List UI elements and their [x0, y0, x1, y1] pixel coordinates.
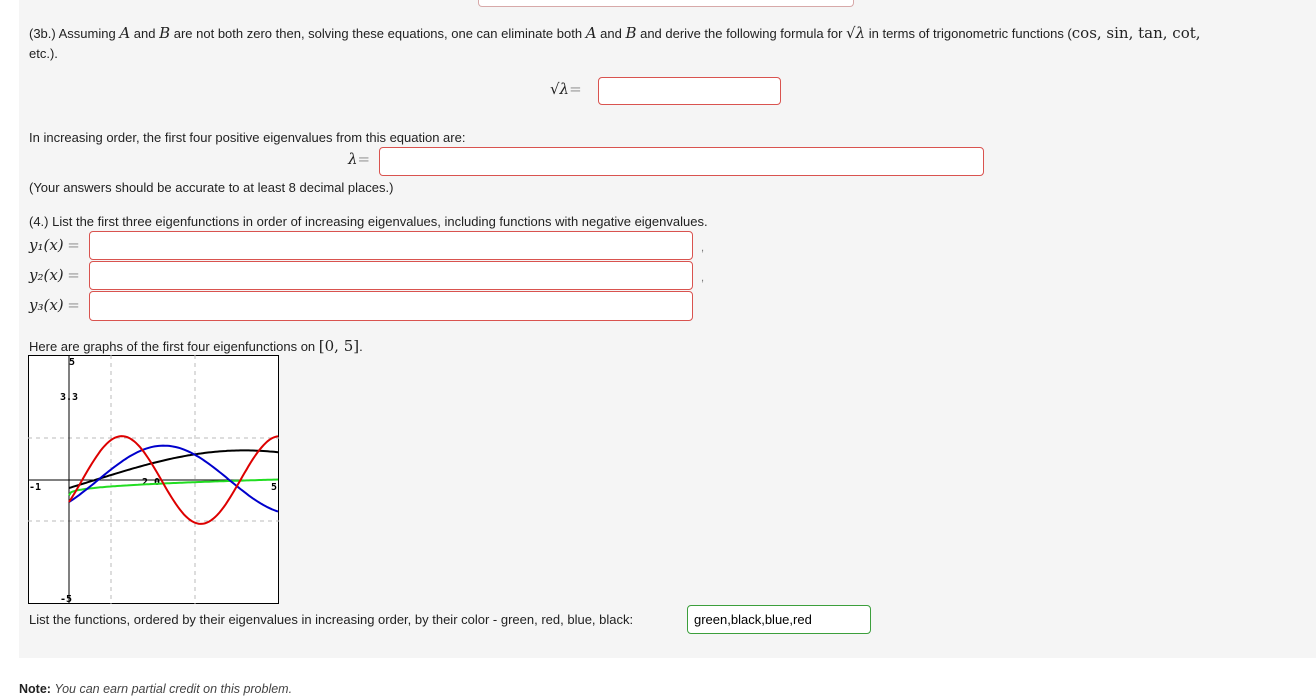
y2-label: y₂(x) =	[29, 266, 80, 284]
lambda-label: λ=	[348, 150, 371, 168]
order-question-label: List the functions, ordered by their eigenvalues in increasing order, by their color - green, red, blue, black:	[29, 612, 634, 627]
y1-label: y₁(x) =	[29, 236, 80, 254]
tick-label-top: 5	[69, 357, 76, 368]
y2-separator: ,	[701, 272, 705, 284]
sqrt-lambda-input[interactable]	[598, 77, 781, 105]
accuracy-note: (Your answers should be accurate to at least 8 decimal places.)	[29, 180, 394, 195]
tick-label-left: -1	[29, 482, 42, 493]
part3b-text-line2: etc.).	[29, 46, 58, 61]
previous-answer-field[interactable]	[478, 0, 854, 7]
eigenfunction-graph	[28, 355, 280, 605]
sqrt-lambda-label: √λ=	[550, 80, 582, 98]
y1-separator: ,	[701, 242, 705, 254]
part3b-text-line1: (3b.) Assuming A and B are not both zero then, solving these equations, one can eliminate both A and B and derive the following formula for √λ in terms of trigonometric functions (cos, sin, tan, cot,	[29, 24, 1201, 42]
partial-credit-note: Note: You can earn partial credit on this problem.	[19, 682, 293, 696]
tick-label-bottom: -5	[60, 594, 73, 605]
tick-label-right: 5	[271, 482, 278, 493]
tick-label-upper: 3.3	[60, 392, 79, 403]
eigenvalues-intro: In increasing order, the first four positive eigenvalues from this equation are:	[29, 130, 466, 145]
order-answer-input[interactable]	[687, 605, 871, 634]
y1-input[interactable]	[89, 231, 693, 260]
eigenvalues-input[interactable]	[379, 147, 984, 176]
tick-label-mid: 2.0	[142, 477, 161, 488]
y2-input[interactable]	[89, 261, 693, 290]
y3-label: y₃(x) =	[29, 296, 80, 314]
part4-intro: (4.) List the first three eigenfunctions in order of increasing eigenvalues, including functions with negative eigenvalues.	[29, 214, 708, 229]
graph-intro: Here are graphs of the first four eigenfunctions on [0, 5].	[29, 337, 363, 355]
y3-input[interactable]	[89, 291, 693, 321]
